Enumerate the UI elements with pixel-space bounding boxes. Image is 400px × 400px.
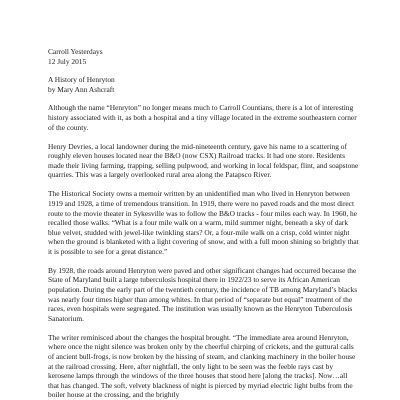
article-heading bbox=[48, 75, 360, 94]
article-title: A History of Henryton bbox=[48, 75, 115, 85]
paragraph: The writer reminisced about the changes the hospital brought. “The immediate area around Henryton, where once the night silence was broken only by the cheerful chirping of crickets, and the guttural calls of ancient bull-frogs, is now broken by the hissing of steam, and clanking machinery in the boiler house at the railroad crossing. Here, after nightfall, the only light to be seen was the feeble rays cast by kerosene lamps through the windows of the three houses that stood here [along the tracks]. Now…all that has changed. The soft, velvety blackness of night is pierced by myriad electric light bulbs from the boiler house at the crossing, and the brightly bbox=[48, 332, 356, 400]
article-byline: by Mary Ann Ashcraft bbox=[48, 84, 115, 94]
column-name: Carroll Yesterdays bbox=[48, 47, 103, 56]
paragraph: The Historical Society owns a memoir written by an unidentified man who lived in Henryton between 1919 and 1928, a time of tremendous transition. In 1919, there were no paved roads and the most direct route to the movie theater in Sykesville was to follow the B&O tracks - four miles each way. In 1960, he recalled those walks. “What is a four mile walk on a warm, mild summer night, beneath a sky of dark blue velvet, studded with jewel-like twinkling stars? Or, a four-mile walk on a crisp, cold winter night when the ground is blanketed with a light covering of snow, and with a full moon shining so brightly that it is possible to see for a great distance.” bbox=[48, 189, 359, 256]
paragraph: Henry Devries, a local landowner during the mid-nineteenth century, gave his name to a scattering of roughly eleven houses located near the B&O (now CSX) Railroad tracks. It had one store. Residents made their living farming, trapping, selling pulpwood, and working in local feldspar, flint, and soapstone quarries. This was a largely overlooked rural area along the Patapsco River. bbox=[48, 141, 359, 180]
paragraph: By 1928, the roads around Henryton were paved and other significant changes had occurred because the State of Maryland built a large tuberculosis hospital there in 1922/23 to serve its African American population. During the early part of the twentieth century, the incidence of TB among Maryland’s blacks was nearly four times higher than among whites. In that period of “separate but equal” treatment of the races, even hospitals were segregated. The institution was usually known as the Henryton Tuberculosis Sanatorium. bbox=[48, 265, 358, 323]
paragraph: Although the name “Henryton” no longer means much to Carroll Countians, there is a lot of interesting history associated with it, as both a hospital and a tiny village located in the extreme southeastern corner of the county. bbox=[48, 103, 357, 132]
column-header bbox=[48, 47, 360, 66]
publication-date: 12 July 2015 bbox=[48, 56, 87, 66]
